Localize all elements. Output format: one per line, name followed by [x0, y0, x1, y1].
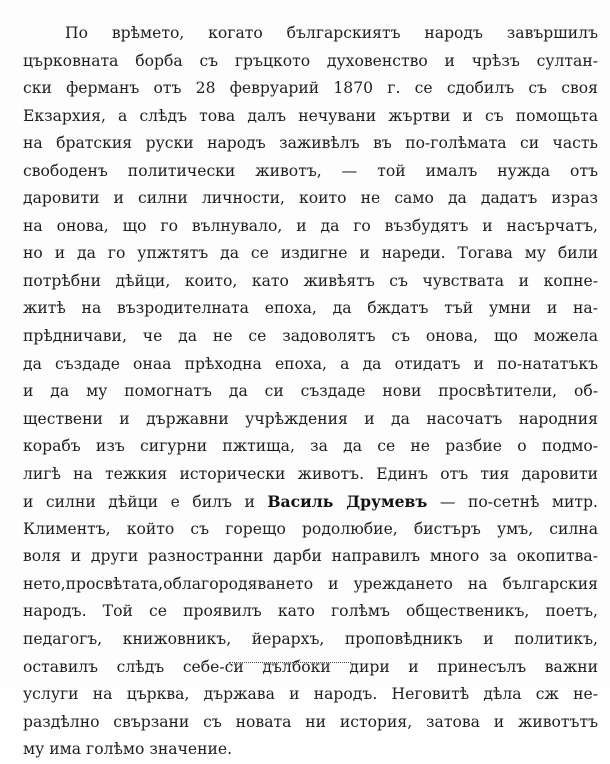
text-line: потрѣбни дѣйци, които, като живѣятъ съ чувствата и копне- [23, 271, 598, 290]
text-line: Климентъ, който съ горещо родолюбие, бистъръ умъ, силна [23, 519, 598, 538]
text-line: раздѣлно свързани съ новата ни история, затова и животътъ [23, 712, 598, 731]
text-line: прѣдничави, че да не се задоволятъ съ онова, що можела [23, 327, 598, 346]
text-line: народъ. Той се проявилъ като голѣмъ общественикъ, поетъ, [23, 602, 598, 621]
text-line: църковната борба съ гръцкото духовенство и чрѣзъ султан- [23, 51, 598, 70]
text-line: услуги на църква, държава и народъ. Неговитѣ дѣла сж не- [23, 685, 598, 704]
text-line: Екзархия, а слѣдъ това далъ нечувани жъртви и съ помощьта [23, 106, 598, 125]
text-line: ществени и държавни учрѣждения и да насочатъ народния [23, 409, 598, 428]
text-line: свободенъ политически животъ, — той ималъ нужда отъ [23, 161, 598, 180]
biography-paragraph [23, 20, 598, 764]
text-line: По врѣмето, когато българскиятъ народъ завършилъ [65, 24, 598, 42]
text-line: му има голѣмо значение. [23, 740, 233, 759]
text-line: ски ферманъ отъ 28 февруарий 1870 г. се сдобилъ съ своя [23, 79, 598, 98]
text-line: да създаде онаа прѣходна епоха, а да отидатъ и по-нататъкъ [23, 354, 598, 373]
text-line: и силни дѣйци е билъ и Василь Друмевъ — по-сетнѣ митр. [23, 492, 598, 512]
text-line: корабъ изъ сигурни пжтища, за да се не разбие о подмо- [23, 437, 598, 456]
text-line: даровити и силни личности, които не само да дадатъ израз [23, 189, 598, 208]
text-line: оставилъ слѣдъ себе-си дълбоки дири и принесълъ важни [23, 657, 598, 676]
text-line: воля и други разностранни дарби направилъ много за окопитва- [23, 547, 598, 566]
section-divider [229, 662, 351, 663]
text-line: на братския руски народъ заживѣлъ въ по-голѣмата си часть [23, 134, 598, 153]
text-line: житѣ на възродителната епоха, да бждатъ тъй умни и на- [23, 299, 598, 318]
text-line: педагогъ, книжовникъ, йерархъ, проповѣдникъ и политикъ, [23, 630, 598, 649]
text-line: но и да го упжтятъ да се издигне и нареди. Тогава му били [23, 244, 598, 263]
text-line: лигѣ на тежкия исторически животъ. Единъ отъ тия даровити [23, 464, 598, 483]
text-line: нето,просвѣтата,облагородяването и уреждането на българския [23, 574, 598, 593]
text-line: на онова, що го вълнувало, и да го възбудятъ и насърчатъ, [23, 216, 598, 235]
text-line: и да му помогнатъ да си създаде нови просвѣтители, об- [23, 382, 598, 401]
person-name: Василь Друмевъ [267, 492, 428, 512]
